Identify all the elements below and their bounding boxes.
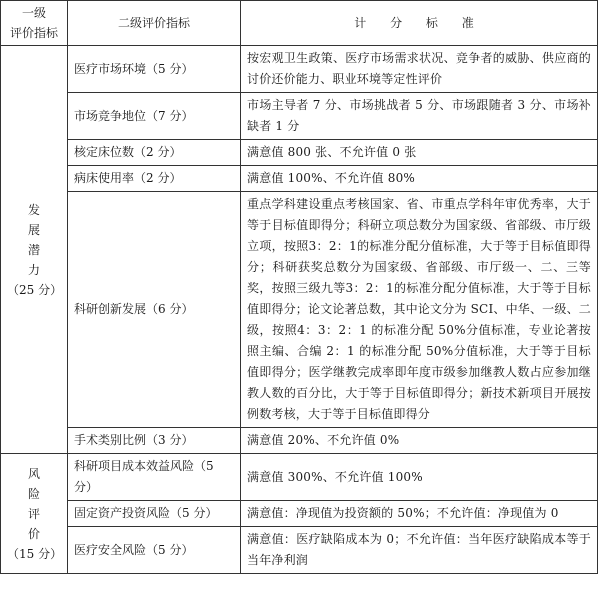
standard-cell: 满意值 300%、不允许值 100% xyxy=(241,454,598,501)
indicator-cell: 固定资产投资风险（5 分） xyxy=(68,501,241,527)
group-label-risk: 风 险 评 价 （15 分） xyxy=(1,454,68,574)
standard-cell: 市场主导者 7 分、市场挑战者 5 分、市场跟随者 3 分、市场补缺者 1 分 xyxy=(241,93,598,140)
table-row xyxy=(1,192,598,428)
standard-cell: 满意值：净现值为投资额的 50%；不允许值：净现值为 0 xyxy=(241,501,598,527)
standard-cell: 按宏观卫生政策、医疗市场需求状况、竞争者的威胁、供应商的讨价还价能力、职业环境等定性评价 xyxy=(241,46,598,93)
table-row xyxy=(1,93,598,140)
table-row xyxy=(1,140,598,166)
indicator-cell: 医疗市场环境（5 分） xyxy=(68,46,241,93)
standard-cell: 满意值 100%、不允许值 80% xyxy=(241,166,598,192)
indicator-cell: 核定床位数（2 分） xyxy=(68,140,241,166)
indicator-cell: 医疗安全风险（5 分） xyxy=(68,527,241,574)
indicator-cell: 科研项目成本效益风险（5 分） xyxy=(68,454,241,501)
table-row xyxy=(1,454,598,501)
table-row xyxy=(1,428,598,454)
table-row xyxy=(1,527,598,574)
group-label-development: 发 展 潜 力 （25 分） xyxy=(1,46,68,454)
standard-cell: 满意值 800 张、不允许值 0 张 xyxy=(241,140,598,166)
table-row xyxy=(1,46,598,93)
indicator-cell: 科研创新发展（6 分） xyxy=(68,192,241,428)
table-row xyxy=(1,501,598,527)
standard-cell: 重点学科建设重点考核国家、省、市重点学科年审优秀率，大于等于目标值即得分；科研立项总数分为国家级、省部级、市厅级立项，按照3：2：1的标准分配分值标准，大于等于目标值即得分；科研获奖总数分为国家级、省部级、市厅级一、二、三等奖，按照三级九等3：2：1的标准分配分值标准，大于等于目标值即得分；论文论著总数，其中论文分为 SCI、中华、一级、二级，按照4：3：2：1 的标准分配 50%分值标准，专业论著按照主编、合编 2：1 的标准分配 50%分值标准，大于等于目标值即得分；医学继教完成率即年度市级参加继教人数占应参加继教人数的百分比，大于等于目标值即得分；新技术新项目开展按例数考核，大于等于目标值即得分 xyxy=(241,192,598,428)
header-level1: 一级 评价指标 xyxy=(1,1,68,46)
standard-cell: 满意值：医疗缺陷成本为 0；不允许值：当年医疗缺陷成本等于当年净利润 xyxy=(241,527,598,574)
header-standard: 计 分 标 准 xyxy=(241,1,598,46)
table-row xyxy=(1,166,598,192)
standard-cell: 满意值 20%、不允许值 0% xyxy=(241,428,598,454)
header-level2: 二级评价指标 xyxy=(68,1,241,46)
indicator-cell: 市场竞争地位（7 分） xyxy=(68,93,241,140)
table-header-row xyxy=(1,1,598,46)
indicator-cell: 手术类别比例（3 分） xyxy=(68,428,241,454)
indicator-cell: 病床使用率（2 分） xyxy=(68,166,241,192)
